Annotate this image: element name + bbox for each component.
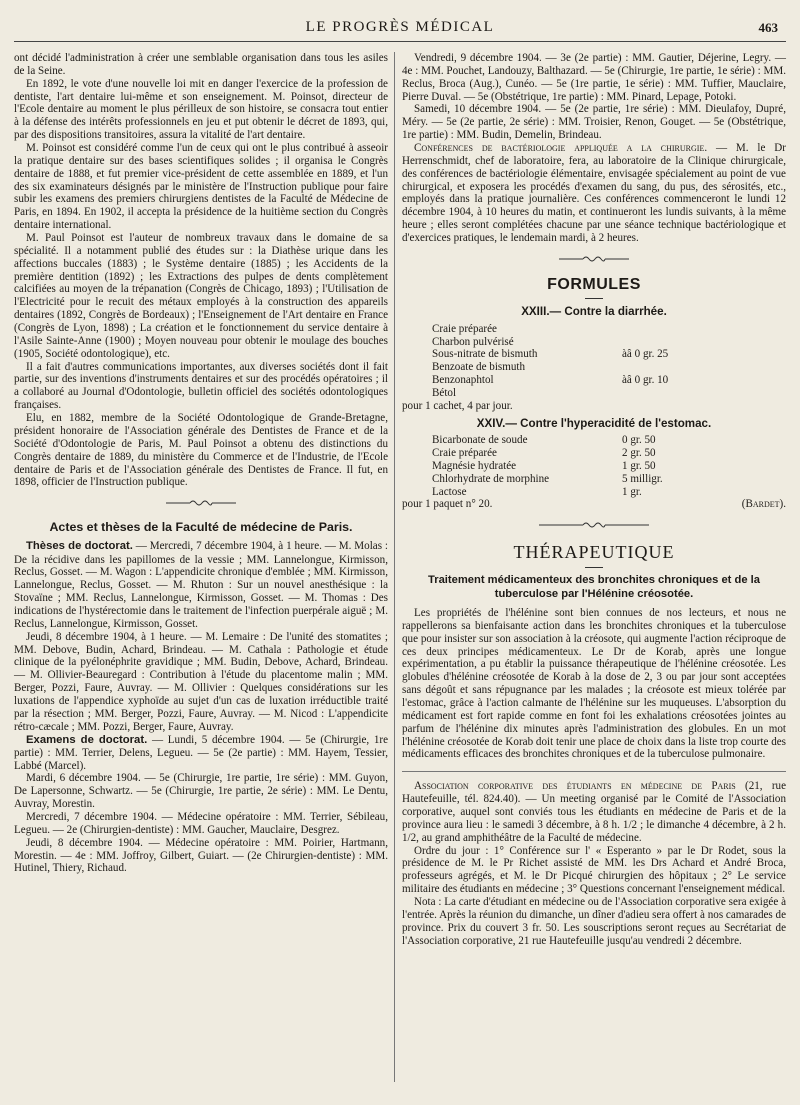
subhead-theses: Thèses de doctorat.: [26, 540, 133, 553]
left-column: [14, 52, 388, 875]
ingredient-row: [432, 387, 668, 400]
ingredient-row: [432, 361, 668, 374]
ingredient-quantity: 2 gr. 50: [622, 447, 656, 460]
ingredient-name: Sous-nitrate de bismuth: [432, 348, 538, 361]
ingredient-quantity: àâ 0 gr. 25: [622, 348, 669, 361]
title-rule: [585, 298, 603, 299]
article-body: Les propriétés de l'hélénine sont bien connues de nos lecteurs, et nous ne rappellerons sa bienfaisante action dans les bronchites chroniques et la tuberculose que pour insister sur son association à la créosote, qui augmente l'action réciproque de ces deux principes médicamenteux. Le Dr de Korab, après une longue expérimentation, a pu établir la puissance thérapeutique de l'hélénine créosotée. Les globules d'hélénine créosotée de Korab à la dose de 2, 3 ou par jour sont acceptées sans dégoût et sans répugnance par les malades ; la créosote est mieux tolérée par l'estomac, grâce à l'action calmante de l'hélénine sur les muqueuses. L'absorption du médicament est fort rapide comme en font foi les exhalations créosotées jointes au parfum de l'hélénine dix minutes après l'administration des globules. En un mot l'hélénine créosotée de Korab doit tenir une place de choix dans la liste trop courte des médicaments efficaces des bronchites chroniques et de la tuberculose pulmonaire.: [402, 606, 786, 761]
ornament-divider: [402, 520, 786, 533]
paragraph: ont décidé l'administration à créer une semblable organisation dans tous les asiles de la Seine.: [14, 52, 388, 77]
formula-24-source: (Bardet).: [741, 498, 786, 511]
therapeutique-title: THÉRAPEUTIQUE: [513, 542, 675, 563]
formula-24-title: XXIV.— Contre l'hyperacidité de l'estomac.: [476, 416, 712, 430]
ingredient-name: Magnésie hydratée: [432, 459, 517, 472]
paragraph: Ordre du jour : 1° Conférence sur l' « Esperanto » par le Dr Rodet, sous la présidence de M. le Pr Richet assisté de MM. les Drs Achard et André Broca, professeurs agrégés, et M. le Dr Picqué chirurgien des hôpitaux ; 2° Le service militaire des étudiants en médecine ; 3° Questions concernant l'enseignement médical.: [402, 844, 786, 896]
ingredient-name: Bétol: [432, 387, 457, 400]
paragraph: Elu, en 1882, membre de la Société Odontologique de Grande-Bretagne, président honoraire de l'Association générale des Dentistes de France et de la Société d'Odontologie de Paris, M. Paul Poinsot a obtenu des distinctions du Congrès dentaire de 1889, du ministère du Commerce et de l'Industrie, de l'Ecole dentaire de Paris et de l'Association générale des Dentistes de France. Il fut, en 1898, officier de l'Instruction publique.: [14, 412, 388, 489]
ingredient-name: Benzoate de bismuth: [432, 361, 526, 374]
paragraph: M. Paul Poinsot est l'auteur de nombreux travaux dans le domaine de sa spécialité. Il a notamment publié des études sur : la Diathèse urique dans les affections buccales (1883) ; le Système dentaire (1885) ; les Accidents de la première dentition (1892) ; les Extractions des pulpes de dents complètement calcifiées au moyen de la trépanation (Congrès de Chicago, 1893) ; l'Utilisation de l'Electricité pour le recuit des métaux employés à la construction des appareils dentaires (1892, Congrès de Bordeaux) ; l'Enseignement de l'Art dentaire en France (Congrès de Lyon, 1898) ; La création et le fonctionnement du service dentaire à l'Asile Sainte-Anne (1900) ; Moyen nouveau pour obtenir le moulage des bouches (1905, Société odontologique), etc.: [14, 232, 388, 360]
section-rule: [402, 771, 786, 772]
page-header: [14, 16, 786, 42]
subhead-examens: Examens de doctorat.: [26, 733, 148, 746]
right-column: [402, 52, 786, 947]
paragraph: Samedi, 10 décembre 1904. — 5e (2e partie, 1re série) : MM. Dieulafoy, Dupré, Méry. — 5e (2e partie, 2e série) : MM. Troisier, Renon, Gouget. — 5e (Obstétrique, 1re partie) : MM. Budin, Demelin, Brindeau.: [402, 103, 786, 142]
ingredient-row: [432, 473, 663, 486]
ornament-divider: [402, 254, 786, 267]
paragraph: Jeudi, 8 décembre 1904. — Médecine opératoire : MM. Poirier, Hartmann, Morestin. — 4e : MM. Joffroy, Gilbert, Guiart. — (2e Chirurgien-dentiste) : MM. Hutinel, Thiery, Richaud.: [14, 836, 388, 875]
paragraph: Il a fait d'autres communications importantes, aux diverses sociétés dont il fait partie, sur des inventions d'instruments dentaires et sur des procédés opératoires ; il a collaboré au Journal d'Odontologie, bulletin officiel des sociétés odontologiques françaises.: [14, 360, 388, 412]
ingredient-quantity: 1 gr. 50: [622, 459, 656, 472]
header-rule: [14, 41, 786, 42]
paragraph: Mercredi, 7 décembre 1904. — Médecine opératoire : MM. Terrier, Sébileau, Legueu. — 2e (Chirurgien-dentiste) : MM. Gaucher, Mauclaire, Desgrez.: [14, 810, 388, 836]
formules-title: FORMULES: [547, 275, 641, 293]
ingredient-row: [432, 447, 663, 460]
subhead-conferences: Conférences de bactériologie appliquée a la chirurgie.: [414, 142, 708, 155]
ingredient-row: [432, 434, 663, 447]
paragraph: M. Poinsot est considéré comme l'un de ceux qui ont le plus contribué à asseoir la pratique dentaire sur des bases scientifiques solides ; il organisa le Congrès dentaire de 1888, et fut premier vice-président de cette assemblée en 1889, et l'un des six examinateurs désignés par le ministère de l'Instruction publique pour faire subir les examens des premiers chirurgiens dentistes de la Faculté de Médecine de Paris, en 1894. En 1902, il accepta la présidence de la huitième section du Congrès dentaire international.: [14, 142, 388, 232]
running-title: LE PROGRÈS MÉDICAL: [305, 19, 495, 35]
ingredient-name: Craie préparée: [432, 322, 497, 335]
ingredient-name: Craie préparée: [432, 447, 497, 460]
ingredient-name: Charbon pulvérisé: [432, 335, 514, 348]
formula-23-title: XXIII.— Contre la diarrhée.: [521, 305, 667, 319]
paragraph: Mardi, 6 décembre 1904. — 5e (Chirurgie, 1re partie, 1re série) : MM. Guyon, De Lapersonne, Schwartz. — 5e (Chirurgie, 1re partie, 2e série) : MM. Le Dentu, Auvray, Morestin.: [14, 772, 388, 811]
page-number: 463: [758, 20, 778, 35]
ornament-divider: [14, 498, 388, 511]
paragraph: Nota : La carte d'étudiant en médecine ou de l'Association corporative sera exigée à l'entrée. Après la réunion du dimanche, un dîner d'adieu sera offert à nos camarades de province. Prix du couvert 3 fr. 50. Les souscriptions seront reçues au Secrétariat de l'Association corporative, 21 rue Hautefeuille jusqu'au vendredi 2 décembre.: [402, 896, 786, 947]
examens-text: — Lundi, 5 décembre 1904. — 5e (Chirurgie, 1re partie) : MM. Terrier, Delens, Legueu. — 5e (2e partie) : MM. Hayem, Tessier, Labbé (Marcel).: [14, 733, 388, 772]
ingredient-quantity: àâ 0 gr. 10: [622, 374, 669, 387]
formula-23-footer: pour 1 cachet, 4 par jour.: [402, 399, 513, 412]
conferences-text: — M. le Dr Herrenschmidt, chef de laboratoire, fera, au laboratoire de la Clinique chirurgicale, des conférences de bactériologie élémentaire, envisagée spécialement au point de vue chirurgical, et exposera les procédés d'examen du sang, du pus, des sérosités, etc., employés dans la pratique journalière. Ces conférences commenceront le lundi 12 décembre 1904, à 10 heures du matin, et continueront les lundis suivants, à la même heure ; elles seront complétées chacune par une séance technique bactériologique et d'exercices pratiques, le lendemain mardi, à 2 heures.: [402, 142, 786, 245]
ingredient-name: Bicarbonate de soude: [432, 434, 528, 447]
formula-24-footer: [402, 498, 786, 511]
ingredient-name: Chlorhydrate de morphine: [432, 472, 550, 485]
ingredient-row: [432, 348, 668, 361]
title-rule: [585, 567, 603, 568]
ingredient-row: [432, 460, 663, 473]
paragraph: Vendredi, 9 décembre 1904. — 3e (2e partie) : MM. Gautier, Déjerine, Legry. — 4e : MM. Pouchet, Landouzy, Balthazard. — 5e (Chirurgie, 1re partie, 1e série) : MM. Reclus, Broca (Aug.), Cunéo. — 5e (1re partie, 1e série) : MM. Tuffier, Mauclaire, Pierre Duval. — 5e (Obstétrique, 1re partie) : MM. Pinard, Lepage, Potoki.: [402, 52, 786, 103]
ingredient-quantity: 1 gr.: [622, 485, 642, 498]
formula-24-table: [432, 434, 663, 498]
theses-text: — Mercredi, 7 décembre 1904, à 1 heure. — M. Molas : De la récidive dans les papillomes de la vessie ; MM. Lannelongue, Kirmisson, Reclus, Gosset. — M. Wagon : L'appendicite chronique d'emblée ; MM. Kirmisson, Lannelongue, Reclus, Gosset. — M. Rhuton : Sur un nouvel anesthésique : la Stovaïne ; MM. Reclus, Lannelongue, Kirmisson, Gosset. — M. Thomas : Des indications de l'hystérectomie dans le traitement de l'infection puerpérale aiguë ; M. Reclus, Lannelongue, Kirmisson, Gosset.: [14, 540, 388, 630]
ingredient-quantity: 5 milligr.: [622, 472, 663, 485]
formula-23-table: [432, 323, 668, 400]
column-divider: [394, 52, 395, 1082]
ingredient-row: [432, 323, 668, 336]
ingredient-name: Benzonaphtol: [432, 374, 494, 387]
ingredient-quantity: 0 gr. 50: [622, 434, 656, 447]
paragraph: En 1892, le vote d'une nouvelle loi mit en danger l'exercice de la profession de dentiste, l'art dentaire lui-même et son enseignement. M. Poinsot, directeur de l'Ecole dentaire au moment le plus périlleux de son histoire, se consacra tout entier à la défense des intérêts professionnels en jeu et put obtenir le décret de 1893, qui, par des dispositions transitoires, assura la vitalité de l'art dentaire.: [14, 77, 388, 142]
ingredient-row: [432, 374, 668, 387]
association-text: (21, rue Hautefeuille, tél. 824.40). — Un meeting organisé par le Comité de l'Association corporative, auquel sont conviés tous les étudiants en médecine de Paris et de la province aura lieu : le samedi 3 décembre, à 8 h. 1/2 ; le dimanche 4 décembre, à 2 h. 1/2, au grand amphithéâtre de la Faculté de médecine.: [402, 780, 786, 844]
paragraph: Jeudi, 8 décembre 1904, à 1 heure. — M. Lemaire : De l'unité des stomatites ; MM. Debove, Budin, Achard, Brindeau. — M. Cathala : Pathologie et étude clinique de la pyélonéphrite gravidique ; MM. Budin, Debove, Achard, Brindeau. — M. Ollivier-Beauregard : Contribution à l'étude du placentome malin ; MM. Berger, Pozzi, Faure, Auvray. — M. Ollivier : Quelques considérations sur les luxations de l'appendice xyphoïde au sujet d'un cas de luxation irréductible traité par la résection ; MM. Berger, Pozzi, Faure, Auvray. — M. Nicod : L'appendicite rétro-cæcale ; MM. Pozzi, Berger, Faure, Auvray.: [14, 630, 388, 733]
section-title-actes: Actes et thèses de la Faculté de médecine de Paris.: [49, 520, 353, 535]
ingredient-row: [432, 336, 668, 349]
subhead-association: Association corporative des étudiants en médecine de Paris: [414, 780, 736, 793]
formula-24-footer-text: pour 1 paquet n° 20.: [402, 498, 493, 511]
ingredient-name: Lactose: [432, 485, 467, 498]
article-title: Traitement médicamenteux des bronchites chroniques et de la tuberculose par l'Hélénine créosotée.: [428, 574, 760, 600]
ingredient-row: [432, 486, 663, 499]
